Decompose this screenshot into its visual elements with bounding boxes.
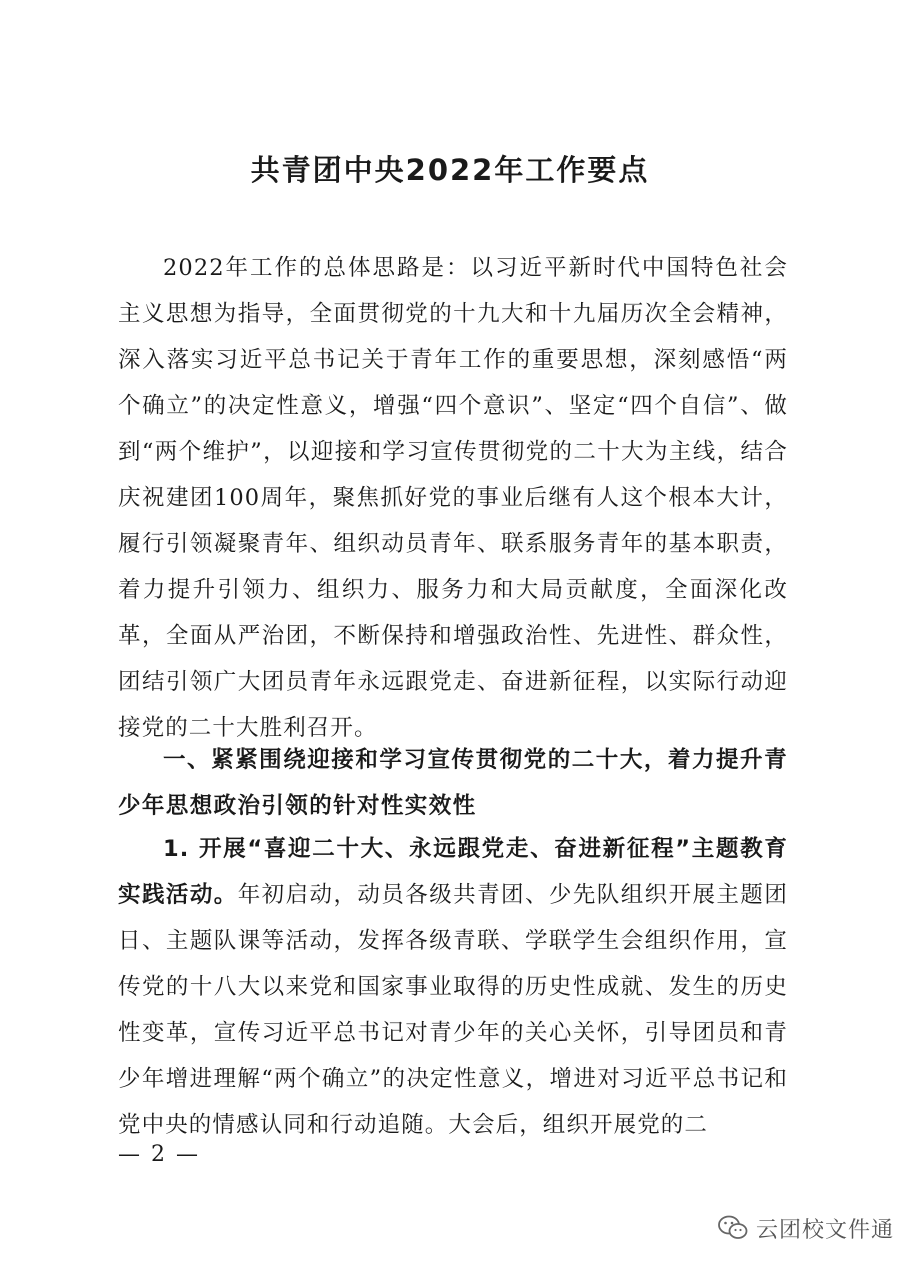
page-number: — 2 — — [118, 1142, 200, 1167]
item-body: 年初启动，动员各级共青团、少先队组织开展主题团日、主题队课等活动，发挥各级青联、学联学生会组织作用，宣传党的十八大以来党和国家事业取得的历史性成就、发生的历史性变革，宣传习近平总书记对青少年的关心关怀，引导团员和青少年增进理解“两个确立”的决定性意义，增进对习近平总书记和党中央的情感认同和行动追随。大会后，组织开展党的二 — [118, 882, 788, 1138]
document-title: 共青团中央2022年工作要点 — [250, 153, 650, 187]
intro-paragraph: 2022年工作的总体思路是：以习近平新时代中国特色社会主义思想为指导，全面贯彻党的十九大和十九届历次全会精神，深入落实习近平总书记关于青年工作的重要思想，深刻感悟“两个确立”的决定性意义，增强“四个意识”、坚定“四个自信”、做到“两个维护”，以迎接和学习宣传贯彻党的二十大为主线，结合庆祝建团100周年，聚焦抓好党的事业后继有人这个根本大计，履行引领凝聚青年、组织动员青年、联系服务青年的基本职责，着力提升引领力、组织力、服务力和大局贡献度，全面深化改革，全面从严治团，不断保持和增强政治性、先进性、群众性，团结引领广大团员青年永远跟党走、奋进新征程，以实际行动迎接党的二十大胜利召开。 — [118, 255, 788, 741]
watermark — [718, 1208, 894, 1248]
item-heading: 1. 开展“喜迎二十大、永远跟党走、奋进新征程”主题教育实践活动。 — [118, 836, 788, 908]
wechat-icon — [718, 1215, 748, 1241]
item-paragraph — [118, 826, 788, 1148]
section-heading: 一、紧紧围绕迎接和学习宣传贯彻党的二十大，着力提升青少年思想政治引领的针对性实效性 — [118, 747, 788, 819]
watermark-text: 云团校文件通 — [756, 1217, 895, 1243]
